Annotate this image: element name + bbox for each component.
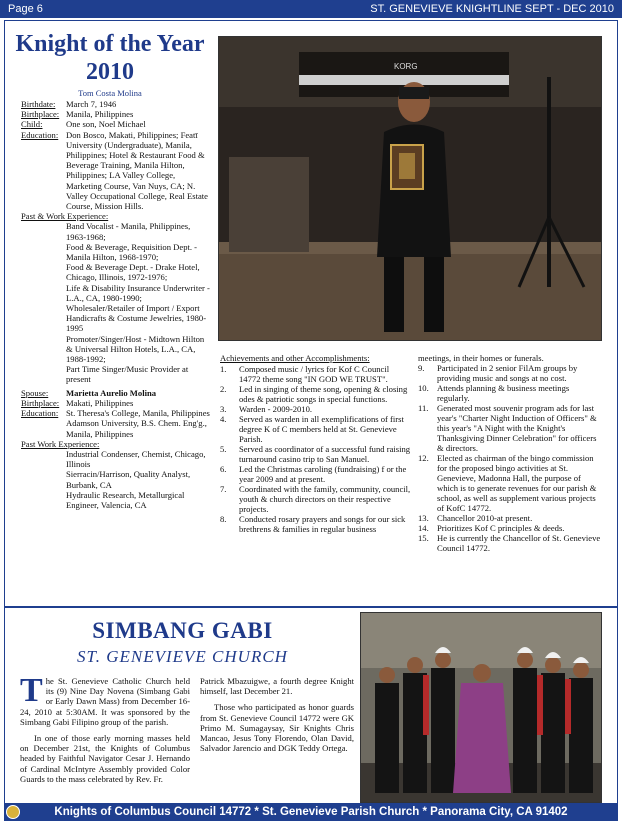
- achievements-left-column: [220, 353, 412, 534]
- achievement-item: [220, 414, 412, 444]
- achievement-number: 11.: [418, 403, 429, 413]
- achievement-text: Coordinated with the family, community, council, youth & church directors on their respective projects.: [239, 484, 411, 514]
- footer-banner: Knights of Columbus Council 14772 * St. Genevieve Parish Church * Panorama City, CA 91402: [4, 803, 618, 821]
- achievement-item: [220, 484, 412, 514]
- bio-section-label: Past Work Experience:: [21, 438, 100, 449]
- achievements-right-column: [418, 353, 602, 553]
- top-banner: [0, 0, 622, 18]
- achievement-number: 10.: [418, 383, 429, 393]
- achievement-item: [418, 363, 602, 383]
- achievement-number: 2.: [220, 384, 227, 394]
- bio-list-item: Food & Beverage Dept. - Drake Hotel, Chicago, Illinois, 1972-1976;: [66, 262, 200, 283]
- achievement-number: 9.: [418, 363, 425, 373]
- achievement-item: [418, 523, 602, 533]
- achievement-item: [418, 453, 602, 513]
- achievement-text: Warden - 2009-2010.: [239, 404, 313, 414]
- paragraph: Those who participated as honor guards from St. Genevieve Council 14772 were GK Primo M. Sumagaysay, Sir Knights Chris Mancao, Jesus Tony Florendo, Olan David, Salvador Jarencio and DGK Teddy Ortega.: [200, 702, 354, 754]
- bio-list-item: Sierracin/Harrison, Quality Analyst, Burbank, CA: [66, 469, 191, 490]
- achievement-item: [418, 403, 602, 453]
- achievement-text: Generated most souvenir program ads for last year's "Charter Night Induction of Officers" & this year's "A Night with the Knight's Thanksgiving Dinner Celebration" for officers & directors.: [437, 403, 597, 453]
- bio-label: Birthplace:: [21, 397, 60, 408]
- achievement-text: Led in singing of theme song, opening & closing odes & patriotic songs in special functions.: [239, 384, 408, 404]
- bio-row: [21, 398, 211, 408]
- article-title: Knight of the Year 2010: [15, 31, 205, 85]
- bio-row: [21, 408, 211, 418]
- bio-row: [21, 109, 211, 119]
- paragraph: he St. Genevieve Catholic Church held its (9) Nine Day Novena (Simbang Gabi or Early Dawn Mass) from December 16-24, 2010 at 5:30AM. It was sponsored by the Simbang Gabi Filipino group of the parish.: [20, 676, 190, 727]
- bio-list-item: Hydraulic Research, Metallurgical Engineer, Valencia, CA: [66, 489, 185, 510]
- achievement-number: 4.: [220, 414, 227, 424]
- bio-list-item: Band Vocalist - Manila, Philippines, 1963-1968;: [66, 221, 191, 242]
- achievement-item: [220, 514, 412, 534]
- bio-block: [21, 99, 211, 510]
- bio-value: Manila, Philippines: [66, 109, 134, 120]
- bio-row: [21, 130, 211, 212]
- achievement-number: 6.: [220, 464, 227, 474]
- bio-list-item: Industrial Condenser, Chemist, Chicago, Illinois: [66, 448, 206, 470]
- achievement-number: 13.: [418, 513, 429, 523]
- achievement-text: Served as coordinator of a successful fund raising turnaround casino trip to San Manuel.: [239, 444, 411, 464]
- achievement-item: [220, 464, 412, 484]
- publication-title: ST. GENEVIEVE KNIGHTLINE SEPT - DEC 2010: [370, 3, 614, 15]
- achievement-number: 3.: [220, 404, 227, 414]
- achievement-number: 7.: [220, 484, 227, 494]
- simbang-gabi-title: SIMBANG GABI: [92, 618, 273, 643]
- bio-value: Makati, Philippines: [66, 397, 134, 408]
- simbang-gabi-photo: [360, 612, 602, 803]
- achievement-item: [418, 533, 602, 553]
- bio-value: March 7, 1946: [66, 99, 117, 109]
- bio-label: Birthdate:: [21, 99, 56, 109]
- achievement-text: Composed music / lyrics for Kof C Council 14772 theme song "IN GOD WE TRUST".: [239, 364, 390, 384]
- article-byline: Tom Costa Molina: [78, 88, 142, 98]
- achievements-continued-text: meetings, in their homes or funerals.: [418, 353, 544, 363]
- page-number: Page 6: [8, 3, 43, 15]
- achievement-number: 12.: [418, 453, 429, 463]
- bio-value: St. Theresa's College, Manila, Philippines: [66, 408, 210, 419]
- achievement-text: Led the Christmas caroling (fundraising) f or the year 2009 and at present.: [239, 464, 407, 484]
- achievement-item: [220, 444, 412, 464]
- bio-section-label: Past & Work Experience:: [21, 211, 109, 222]
- bio-label: Education:: [21, 408, 59, 419]
- achievement-text: He is currently the Chancellor of St. Genevieve Council 14772.: [437, 533, 601, 553]
- bio-value: Don Bosco, Makati, Philippines; Featī University (Undergraduate), Manila, Philippines; Hotel & Restaurant Food & Beverage Training, Manila Hilton, Philippines; LA Valley College, Marketing Course, Van Nuys, CA; N. Valley Occupational College, Real Estate Course, Mission Hills.: [66, 129, 208, 212]
- bio-list-item: Food & Beverage, Requisition Dept. - Manila Hilton, 1968-1970;: [66, 241, 198, 263]
- bio-list-item: Wholesaler/Retailer of Import / Export Handicrafts & Costume Jewelries, 1980-1995: [66, 303, 207, 334]
- bio-label: Child:: [21, 119, 43, 130]
- keyboard-brand-label: KORG: [394, 62, 418, 71]
- drop-cap: T: [20, 672, 43, 709]
- bio-value: Marietta Aurelio Molina: [66, 387, 157, 398]
- bio-row: [21, 99, 211, 109]
- bio-list-item: Part Time Singer/Music Provider at present: [66, 364, 189, 385]
- achievement-text: Chancellor 2010-at present.: [437, 513, 533, 523]
- achievement-text: Elected as chairman of the bingo commission for the proposed bingo activities at St. Genevieve, Madonna Hall, the purpose of which is to generate revenues for our parish & school, as well as supplement various projects of KofC 14772.: [437, 453, 597, 513]
- paragraph: In one of those early morning masses held on December 21st, the Knights of Columbus headed by Faithful Navigator Cesar J. Hernando of Cardinal McIntyre Assembly provided Color Guards to the mass celebrated by Rev. Fr.: [20, 733, 190, 784]
- bio-list-item: Adamson University, B.S. Chem. Eng'g., Manila, Philippines: [66, 418, 207, 439]
- bio-row: [21, 388, 211, 398]
- achievement-number: 1.: [220, 364, 227, 374]
- achievement-number: 8.: [220, 514, 227, 524]
- achievement-item: [418, 513, 602, 523]
- simbang-gabi-subtitle: ST. GENEVIEVE CHURCH: [77, 647, 288, 666]
- simbang-column-2: [200, 676, 354, 759]
- section-divider: [5, 606, 617, 608]
- bio-label: Spouse:: [21, 387, 49, 398]
- achievement-text: Attends planning & business meetings regularly.: [437, 383, 570, 403]
- achievement-text: Conducted rosary prayers and songs for our sick brethrens & families in regular business: [239, 514, 406, 534]
- achievements-heading: Achievements and other Accomplishments:: [220, 353, 370, 363]
- bio-row: [21, 119, 211, 129]
- bio-label: Education:: [21, 129, 59, 140]
- simbang-column-1: [20, 672, 190, 790]
- achievement-item: [220, 404, 412, 414]
- knights-emblem-icon: [6, 805, 20, 819]
- achievement-number: 15.: [418, 533, 429, 543]
- knight-of-year-photo: [218, 36, 602, 341]
- paragraph: Patrick Mbazuigwe, a fourth degree Knight himself, last December 21.: [200, 676, 354, 697]
- achievement-text: Participated in 2 senior FilAm groups by providing music and songs at no cost.: [437, 363, 578, 383]
- bio-list-item: Life & Disability Insurance Underwriter - L.A., CA, 1980-1990;: [66, 282, 210, 303]
- bio-list-item: Promoter/Singer/Host - Midtown Hilton & Universal Hilton Hotels, L.A., CA, 1988-1992;: [66, 333, 205, 365]
- achievement-text: Served as warden in all exemplifications of first degree K of C members held at St. Genevieve Parish.: [239, 414, 404, 444]
- bio-label: Birthplace:: [21, 109, 60, 120]
- bio-value: One son, Noel Michael: [66, 119, 146, 130]
- achievement-text: Prioritizes Kof C principles & deeds.: [437, 523, 565, 533]
- achievement-item: [418, 383, 602, 403]
- achievement-item: [220, 384, 412, 404]
- achievement-item: [220, 364, 412, 384]
- achievement-number: 14.: [418, 523, 429, 533]
- achievement-number: 5.: [220, 444, 227, 454]
